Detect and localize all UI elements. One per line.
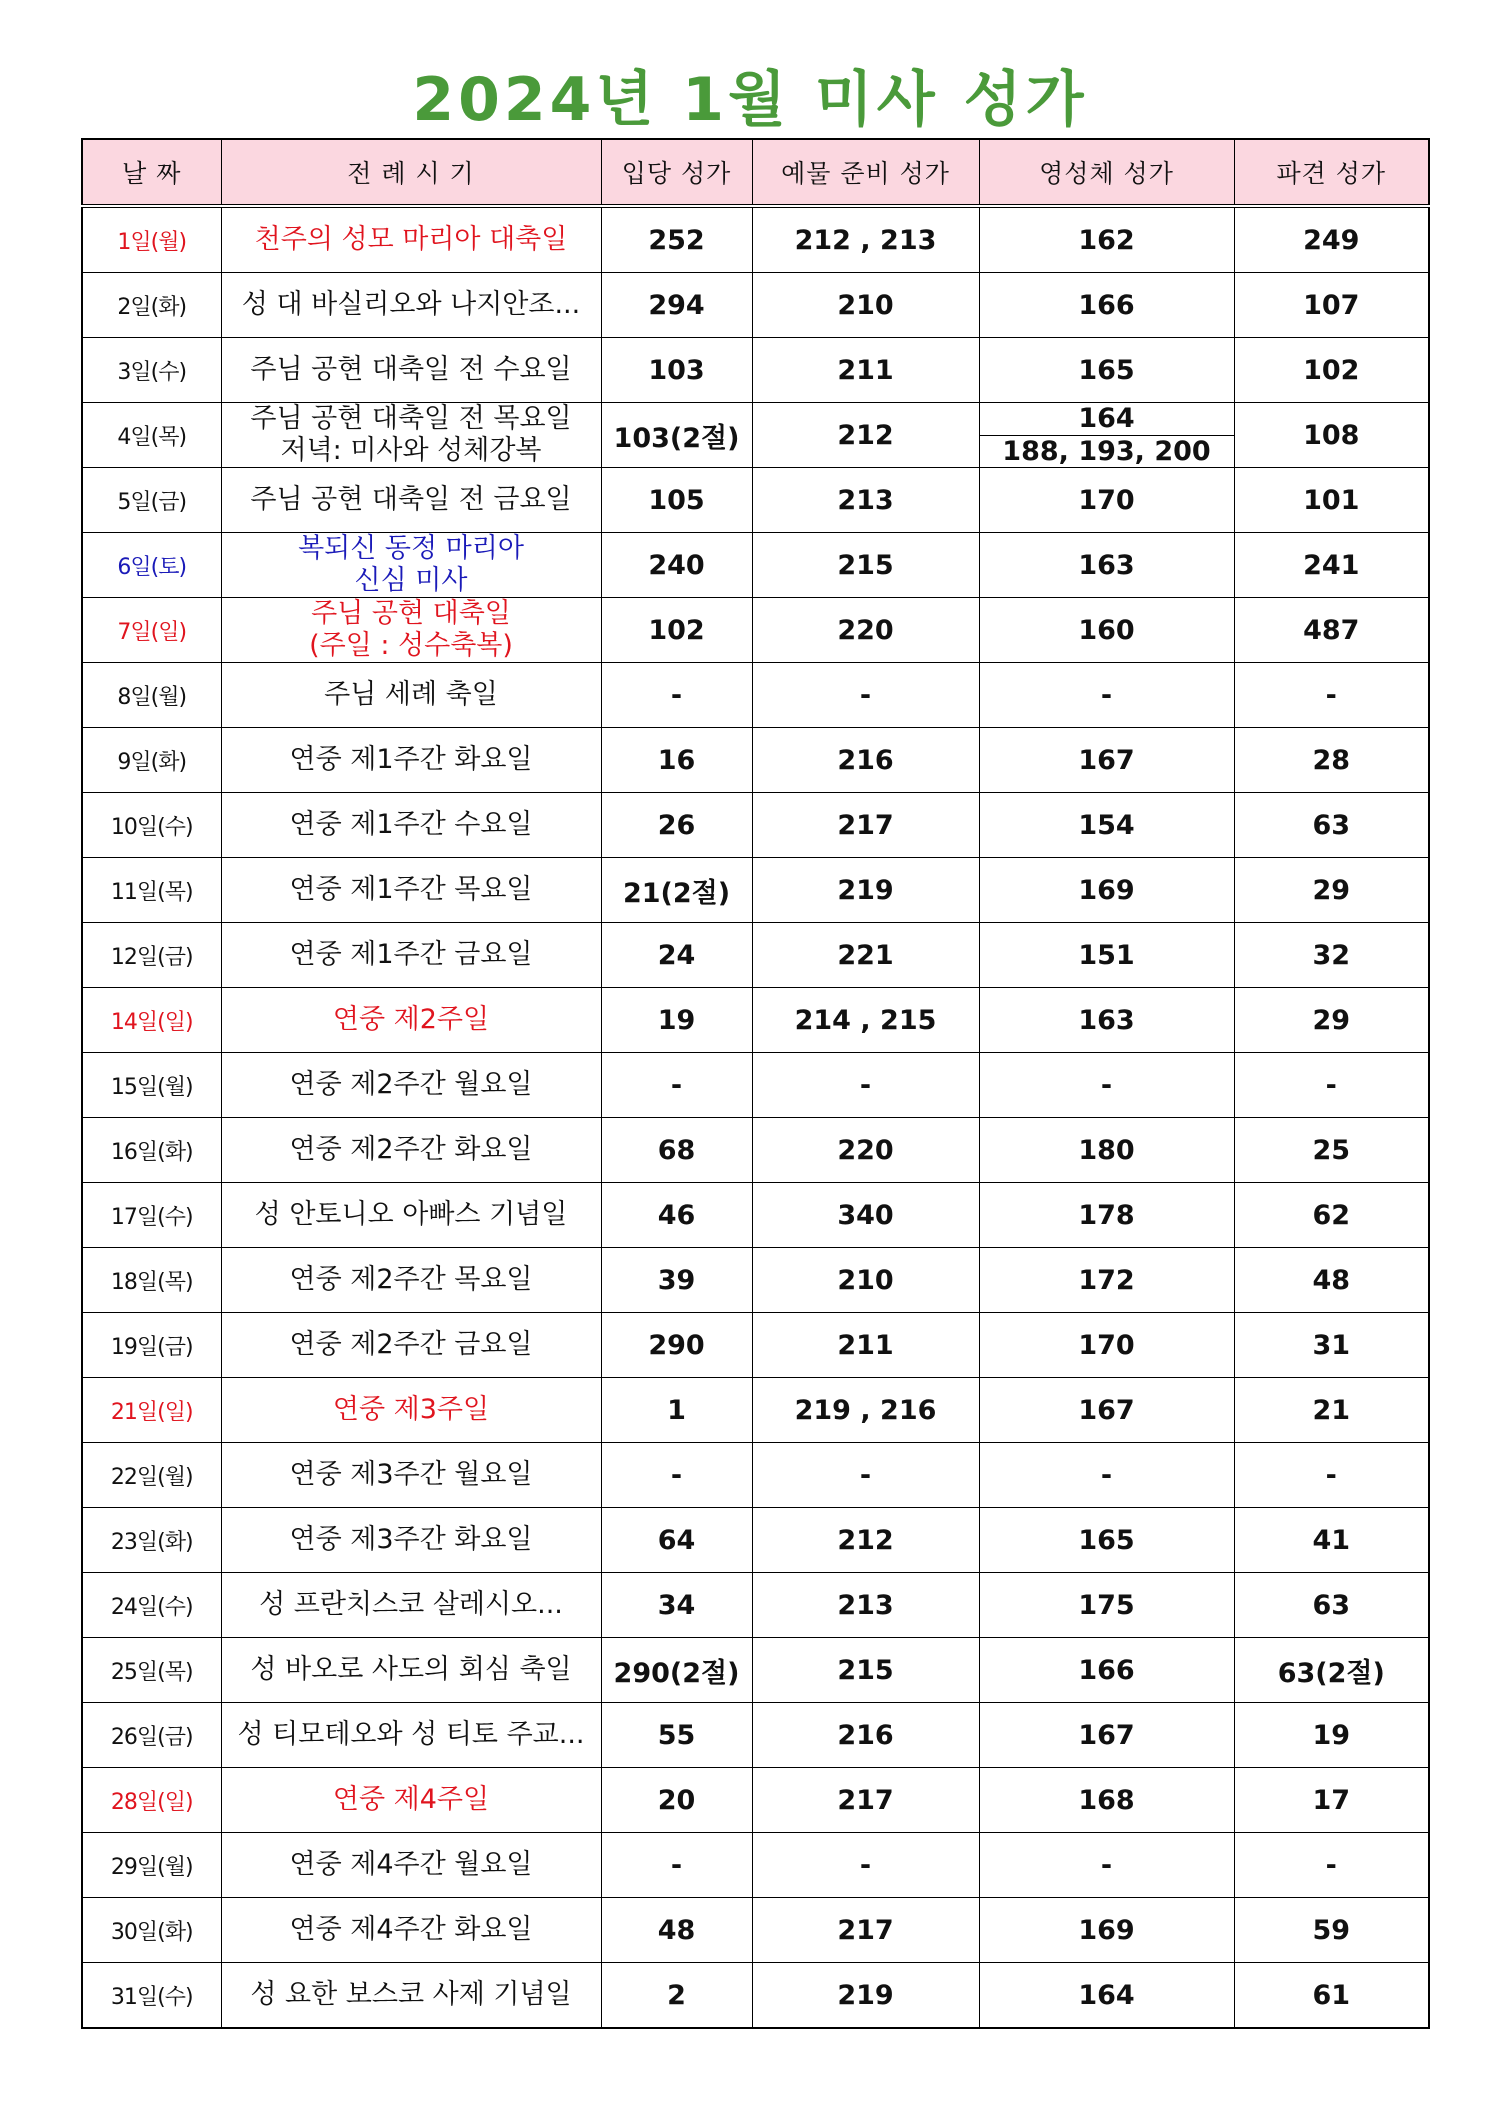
table-row: [82, 988, 1429, 1053]
dismissal-cell: 101: [1234, 468, 1429, 533]
dismissal-cell: 61: [1234, 1963, 1429, 2029]
season-cell: 성 안토니오 아빠스 기념일: [221, 1183, 601, 1248]
offertory-cell: 212 , 213: [752, 206, 979, 273]
dismissal-cell: -: [1234, 1443, 1429, 1508]
entrance-cell: 19: [601, 988, 752, 1053]
season-cell: 연중 제4주일: [221, 1768, 601, 1833]
dismissal-cell: 63: [1234, 793, 1429, 858]
header-dismissal: 파견 성가: [1234, 139, 1429, 206]
date-cell: 2일(화): [82, 273, 221, 338]
offertory-cell: -: [752, 1053, 979, 1118]
date-cell: 21일(일): [82, 1378, 221, 1443]
dismissal-cell: 29: [1234, 858, 1429, 923]
offertory-cell: 214 , 215: [752, 988, 979, 1053]
entrance-cell: 2: [601, 1963, 752, 2029]
table-row: [82, 793, 1429, 858]
communion-cell: 160: [979, 598, 1234, 663]
date-cell: 31일(수): [82, 1963, 221, 2029]
header-entrance: 입당 성가: [601, 139, 752, 206]
offertory-cell: 212: [752, 403, 979, 468]
entrance-cell: 290: [601, 1313, 752, 1378]
entrance-cell: -: [601, 663, 752, 728]
header-date: 날 짜: [82, 139, 221, 206]
communion-cell: 167: [979, 1378, 1234, 1443]
dismissal-cell: -: [1234, 1833, 1429, 1898]
table-row: [82, 468, 1429, 533]
season-cell: 연중 제1주간 금요일: [221, 923, 601, 988]
date-cell: 25일(목): [82, 1638, 221, 1703]
season-line-2: (주일 : 성수축복): [309, 630, 513, 661]
communion-cell: 166: [979, 273, 1234, 338]
entrance-cell: 103: [601, 338, 752, 403]
communion-cell: -: [979, 1443, 1234, 1508]
table-row: [82, 1313, 1429, 1378]
communion-cell: -: [979, 663, 1234, 728]
communion-cell: 166: [979, 1638, 1234, 1703]
dismissal-cell: 241: [1234, 533, 1429, 598]
dismissal-cell: 41: [1234, 1508, 1429, 1573]
season-cell: [221, 533, 601, 598]
offertory-cell: 221: [752, 923, 979, 988]
season-cell: 연중 제1주간 수요일: [221, 793, 601, 858]
season-cell: 연중 제3주일: [221, 1378, 601, 1443]
offertory-cell: 213: [752, 1573, 979, 1638]
communion-cell: [979, 403, 1234, 468]
date-cell: 5일(금): [82, 468, 221, 533]
entrance-cell: 55: [601, 1703, 752, 1768]
communion-cell: 164: [979, 1963, 1234, 2029]
entrance-cell: -: [601, 1833, 752, 1898]
date-cell: 6일(토): [82, 533, 221, 598]
date-cell: 26일(금): [82, 1703, 221, 1768]
offertory-cell: 217: [752, 1768, 979, 1833]
date-cell: 22일(월): [82, 1443, 221, 1508]
offertory-cell: 220: [752, 598, 979, 663]
season-cell: 연중 제3주간 월요일: [221, 1443, 601, 1508]
date-cell: 3일(수): [82, 338, 221, 403]
dismissal-cell: 17: [1234, 1768, 1429, 1833]
table-row: [82, 1963, 1429, 2029]
date-cell: 29일(월): [82, 1833, 221, 1898]
dismissal-cell: 31: [1234, 1313, 1429, 1378]
dismissal-cell: 28: [1234, 728, 1429, 793]
entrance-cell: 103(2절): [601, 403, 752, 468]
season-cell: 연중 제2주간 목요일: [221, 1248, 601, 1313]
offertory-cell: 219: [752, 858, 979, 923]
communion-value-1: 164: [1078, 403, 1135, 435]
season-cell: 주님 세례 축일: [221, 663, 601, 728]
table-row: [82, 858, 1429, 923]
table-row: [82, 1508, 1429, 1573]
table-row: [82, 1768, 1429, 1833]
entrance-cell: 294: [601, 273, 752, 338]
season-cell: 연중 제2주간 월요일: [221, 1053, 601, 1118]
table-row: [82, 273, 1429, 338]
entrance-cell: 39: [601, 1248, 752, 1313]
dismissal-cell: -: [1234, 1053, 1429, 1118]
communion-cell: -: [979, 1053, 1234, 1118]
communion-cell: 170: [979, 1313, 1234, 1378]
season-cell: 연중 제4주간 월요일: [221, 1833, 601, 1898]
dismissal-cell: 102: [1234, 338, 1429, 403]
communion-cell: 169: [979, 858, 1234, 923]
offertory-cell: 219: [752, 1963, 979, 2029]
season-cell: 성 바오로 사도의 회심 축일: [221, 1638, 601, 1703]
date-cell: 8일(월): [82, 663, 221, 728]
entrance-cell: 16: [601, 728, 752, 793]
communion-cell: 167: [979, 728, 1234, 793]
dismissal-cell: 21: [1234, 1378, 1429, 1443]
entrance-cell: 26: [601, 793, 752, 858]
dismissal-cell: -: [1234, 663, 1429, 728]
date-cell: 9일(화): [82, 728, 221, 793]
entrance-cell: 1: [601, 1378, 752, 1443]
dismissal-cell: 32: [1234, 923, 1429, 988]
header-communion: 영성체 성가: [979, 139, 1234, 206]
season-cell: 연중 제2주간 화요일: [221, 1118, 601, 1183]
communion-cell: 163: [979, 988, 1234, 1053]
season-cell: 주님 공현 대축일 전 수요일: [221, 338, 601, 403]
entrance-cell: 34: [601, 1573, 752, 1638]
offertory-cell: 210: [752, 273, 979, 338]
offertory-cell: 211: [752, 1313, 979, 1378]
offertory-cell: -: [752, 1443, 979, 1508]
date-cell: 28일(일): [82, 1768, 221, 1833]
communion-cell: 167: [979, 1703, 1234, 1768]
table-row: [82, 728, 1429, 793]
offertory-cell: 340: [752, 1183, 979, 1248]
season-line-1: 복되신 동정 마리아: [298, 533, 524, 564]
season-cell: 연중 제1주간 화요일: [221, 728, 601, 793]
table-row: [82, 663, 1429, 728]
table-row: [82, 1638, 1429, 1703]
dismissal-cell: 29: [1234, 988, 1429, 1053]
date-cell: 15일(월): [82, 1053, 221, 1118]
table-row: [82, 1443, 1429, 1508]
offertory-cell: 217: [752, 793, 979, 858]
communion-cell: 180: [979, 1118, 1234, 1183]
offertory-cell: 216: [752, 1703, 979, 1768]
offertory-cell: 217: [752, 1898, 979, 1963]
entrance-cell: 21(2절): [601, 858, 752, 923]
offertory-cell: 211: [752, 338, 979, 403]
table-row: [82, 923, 1429, 988]
communion-value-2: 188, 193, 200: [980, 435, 1234, 468]
communion-cell: 170: [979, 468, 1234, 533]
entrance-cell: 64: [601, 1508, 752, 1573]
dismissal-cell: 62: [1234, 1183, 1429, 1248]
date-cell: 4일(목): [82, 403, 221, 468]
season-cell: 성 요한 보스코 사제 기념일: [221, 1963, 601, 2029]
dismissal-cell: 107: [1234, 273, 1429, 338]
entrance-cell: 68: [601, 1118, 752, 1183]
dismissal-cell: 19: [1234, 1703, 1429, 1768]
entrance-cell: 24: [601, 923, 752, 988]
season-cell: 연중 제2주간 금요일: [221, 1313, 601, 1378]
entrance-cell: 240: [601, 533, 752, 598]
communion-cell: 169: [979, 1898, 1234, 1963]
communion-cell: 165: [979, 1508, 1234, 1573]
date-cell: 23일(화): [82, 1508, 221, 1573]
offertory-cell: 219 , 216: [752, 1378, 979, 1443]
season-cell: 연중 제2주일: [221, 988, 601, 1053]
entrance-cell: 46: [601, 1183, 752, 1248]
entrance-cell: -: [601, 1053, 752, 1118]
table-row: [82, 1898, 1429, 1963]
dismissal-cell: 108: [1234, 403, 1429, 468]
table-row: [82, 206, 1429, 273]
date-cell: 18일(목): [82, 1248, 221, 1313]
dismissal-cell: 59: [1234, 1898, 1429, 1963]
table-row: [82, 1378, 1429, 1443]
season-line-1: 주님 공현 대축일 전 목요일: [250, 403, 572, 434]
header-season: 전 례 시 기: [221, 139, 601, 206]
table-row: [82, 533, 1429, 598]
offertory-cell: 215: [752, 533, 979, 598]
date-cell: 12일(금): [82, 923, 221, 988]
table-row: [82, 1703, 1429, 1768]
offertory-cell: 220: [752, 1118, 979, 1183]
season-line-2: 신심 미사: [354, 565, 468, 596]
season-cell: 성 프란치스코 살레시오...: [221, 1573, 601, 1638]
offertory-cell: 210: [752, 1248, 979, 1313]
page-title: 2024년 1월 미사 성가: [412, 65, 1088, 135]
season-cell: [221, 598, 601, 663]
date-cell: 7일(일): [82, 598, 221, 663]
header-row: [82, 139, 1429, 206]
season-cell: [221, 403, 601, 468]
communion-cell: 172: [979, 1248, 1234, 1313]
offertory-cell: 213: [752, 468, 979, 533]
communion-cell: 168: [979, 1768, 1234, 1833]
table-row: [82, 1573, 1429, 1638]
header-offertory: 예물 준비 성가: [752, 139, 979, 206]
communion-cell: 163: [979, 533, 1234, 598]
date-cell: 17일(수): [82, 1183, 221, 1248]
entrance-cell: 48: [601, 1898, 752, 1963]
entrance-cell: -: [601, 1443, 752, 1508]
dismissal-cell: 487: [1234, 598, 1429, 663]
dismissal-cell: 63(2절): [1234, 1638, 1429, 1703]
season-cell: 주님 공현 대축일 전 금요일: [221, 468, 601, 533]
communion-cell: 178: [979, 1183, 1234, 1248]
season-line-1: 주님 공현 대축일: [311, 598, 511, 629]
communion-cell: 165: [979, 338, 1234, 403]
season-cell: 성 티모테오와 성 티토 주교...: [221, 1703, 601, 1768]
communion-cell: -: [979, 1833, 1234, 1898]
table-row: [82, 1833, 1429, 1898]
entrance-cell: 105: [601, 468, 752, 533]
entrance-cell: 290(2절): [601, 1638, 752, 1703]
date-cell: 16일(화): [82, 1118, 221, 1183]
offertory-cell: -: [752, 1833, 979, 1898]
offertory-cell: 216: [752, 728, 979, 793]
season-cell: 연중 제4주간 화요일: [221, 1898, 601, 1963]
season-cell: 연중 제1주간 목요일: [221, 858, 601, 923]
communion-cell: 151: [979, 923, 1234, 988]
table-row: [82, 1118, 1429, 1183]
table-row: [82, 403, 1429, 468]
dismissal-cell: 25: [1234, 1118, 1429, 1183]
date-cell: 24일(수): [82, 1573, 221, 1638]
communion-cell: 175: [979, 1573, 1234, 1638]
offertory-cell: 212: [752, 1508, 979, 1573]
table-row: [82, 1248, 1429, 1313]
date-cell: 1일(월): [82, 206, 221, 273]
season-cell: 연중 제3주간 화요일: [221, 1508, 601, 1573]
table-row: [82, 598, 1429, 663]
date-cell: 19일(금): [82, 1313, 221, 1378]
dismissal-cell: 63: [1234, 1573, 1429, 1638]
date-cell: 14일(일): [82, 988, 221, 1053]
dismissal-cell: 249: [1234, 206, 1429, 273]
hymn-table: [81, 138, 1430, 2029]
date-cell: 11일(목): [82, 858, 221, 923]
communion-cell: 162: [979, 206, 1234, 273]
season-line-2: 저녁: 미사와 성체강복: [280, 435, 542, 466]
entrance-cell: 252: [601, 206, 752, 273]
communion-cell: 154: [979, 793, 1234, 858]
table-row: [82, 1183, 1429, 1248]
date-cell: 10일(수): [82, 793, 221, 858]
entrance-cell: 102: [601, 598, 752, 663]
date-cell: 30일(화): [82, 1898, 221, 1963]
season-cell: 성 대 바실리오와 나지안조...: [221, 273, 601, 338]
offertory-cell: -: [752, 663, 979, 728]
table-row: [82, 1053, 1429, 1118]
season-cell: 천주의 성모 마리아 대축일: [221, 206, 601, 273]
offertory-cell: 215: [752, 1638, 979, 1703]
entrance-cell: 20: [601, 1768, 752, 1833]
dismissal-cell: 48: [1234, 1248, 1429, 1313]
table-row: [82, 338, 1429, 403]
